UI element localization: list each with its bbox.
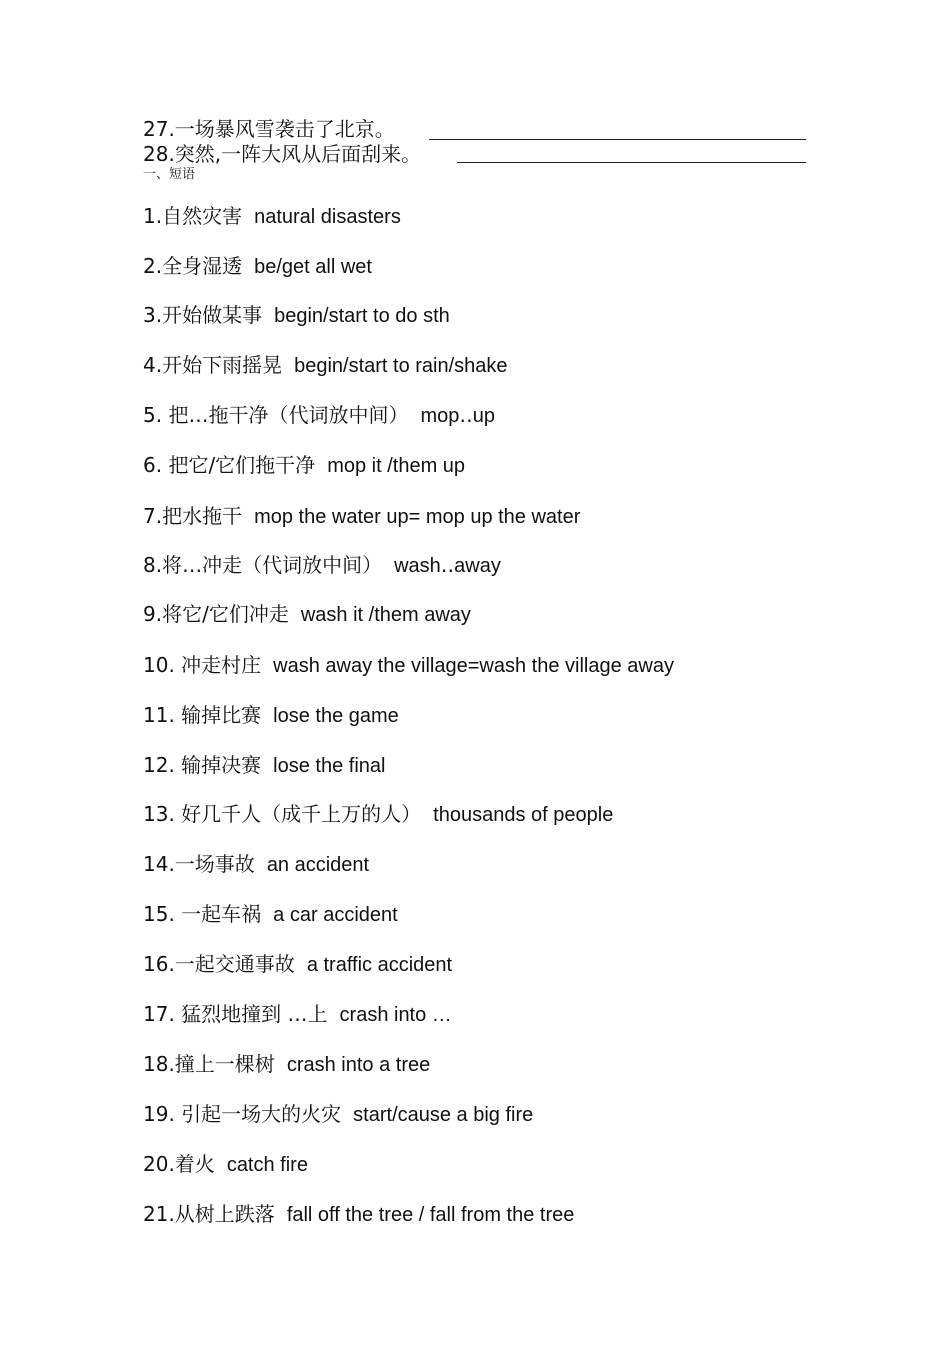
exercise-text: 28.突然,一阵大风从后面刮来。 xyxy=(143,142,422,166)
phrase-english: start/cause a big fire xyxy=(353,1104,534,1126)
phrase-chinese: 8.将…冲走（代词放中间） xyxy=(143,553,383,577)
phrase-english: a traffic accident xyxy=(306,954,453,976)
phrase-chinese: 16.一起交通事故 xyxy=(143,952,295,976)
phrase-item xyxy=(143,902,398,927)
phrase-chinese: 11. 输掉比赛 xyxy=(143,703,262,727)
phrase-item xyxy=(143,504,580,529)
phrase-chinese: 14.一场事故 xyxy=(143,852,255,876)
phrase-chinese: 1.自然灾害 xyxy=(143,204,243,228)
phrase-english: lose the final xyxy=(273,755,386,777)
phrase-chinese: 7.把水拖干 xyxy=(143,504,243,528)
phrase-english: be/get all wet xyxy=(254,256,372,278)
phrase-english: mop the water up= mop up the water xyxy=(254,506,581,528)
phrase-english: an accident xyxy=(266,854,370,876)
section-heading: 一、短语 xyxy=(143,167,196,182)
phrase-english: thousands of people xyxy=(433,804,614,826)
phrase-item xyxy=(143,553,501,578)
phrase-english: crash into … xyxy=(339,1004,452,1026)
exercise-27 xyxy=(143,117,395,142)
phrase-item xyxy=(143,753,385,778)
exercise-text: 27.一场暴风雪袭击了北京。 xyxy=(143,117,395,141)
phrase-item xyxy=(143,353,508,378)
phrase-item xyxy=(143,703,399,728)
phrase-item xyxy=(143,1002,452,1027)
phrase-item xyxy=(143,952,452,977)
phrase-item xyxy=(143,852,369,877)
phrase-chinese: 17. 猛烈地撞到 …上 xyxy=(143,1002,328,1026)
phrase-item xyxy=(143,453,465,478)
phrase-english: fall off the tree / fall from the tree xyxy=(286,1204,575,1226)
phrase-chinese: 12. 输掉决赛 xyxy=(143,753,262,777)
phrase-item xyxy=(143,1052,430,1077)
phrase-item xyxy=(143,303,450,328)
phrase-chinese: 15. 一起车祸 xyxy=(143,902,262,926)
phrase-english: mop it /them up xyxy=(327,455,466,477)
phrase-chinese: 13. 好几千人（成千上万的人） xyxy=(143,802,422,826)
phrase-chinese: 3.开始做某事 xyxy=(143,303,263,327)
phrase-item xyxy=(143,602,471,627)
answer-blank-28 xyxy=(457,162,806,163)
phrase-chinese: 21.从树上跌落 xyxy=(143,1202,275,1226)
phrase-chinese: 20.着火 xyxy=(143,1152,215,1176)
phrase-chinese: 10. 冲走村庄 xyxy=(143,653,262,677)
phrase-english: a car accident xyxy=(273,904,398,926)
phrase-chinese: 19. 引起一场大的火灾 xyxy=(143,1102,342,1126)
phrase-chinese: 18.撞上一棵树 xyxy=(143,1052,275,1076)
phrase-chinese: 4.开始下雨摇晃 xyxy=(143,353,283,377)
phrase-item xyxy=(143,1202,574,1227)
phrase-item xyxy=(143,802,613,827)
phrase-english: begin/start to rain/shake xyxy=(294,355,508,377)
phrase-english: wash‥away xyxy=(394,555,501,577)
phrase-item xyxy=(143,1152,308,1177)
phrase-item xyxy=(143,403,495,428)
phrase-english: wash it /them away xyxy=(300,604,471,626)
phrase-english: begin/start to do sth xyxy=(274,305,450,327)
phrase-item xyxy=(143,204,401,229)
phrase-english: lose the game xyxy=(273,705,399,727)
phrase-english: natural disasters xyxy=(254,206,401,228)
phrase-english: wash away the village=wash the village away xyxy=(273,655,674,677)
phrase-chinese: 5. 把…拖干净（代词放中间） xyxy=(143,403,409,427)
phrase-english: catch fire xyxy=(226,1154,308,1176)
phrase-item xyxy=(143,254,372,279)
phrase-english: crash into a tree xyxy=(286,1054,431,1076)
phrase-chinese: 9.将它/它们冲走 xyxy=(143,602,289,626)
phrase-item xyxy=(143,653,674,678)
exercise-28 xyxy=(143,142,421,167)
phrase-item xyxy=(143,1102,533,1127)
answer-blank-27 xyxy=(429,139,806,140)
phrase-chinese: 2.全身湿透 xyxy=(143,254,243,278)
phrase-english: mop‥up xyxy=(420,405,495,427)
phrase-chinese: 6. 把它/它们拖干净 xyxy=(143,453,316,477)
